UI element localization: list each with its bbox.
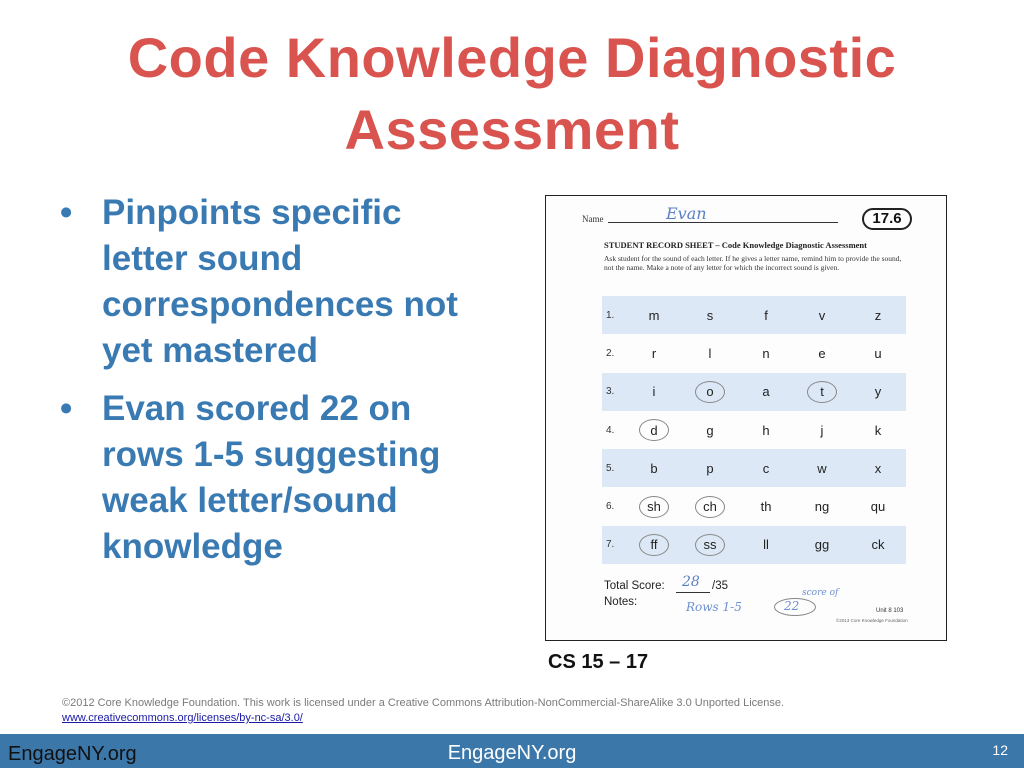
cell-text: z — [874, 307, 882, 323]
cell-text: ff — [650, 537, 658, 553]
grid-cell — [738, 423, 794, 438]
cell-text: c — [762, 460, 770, 476]
grid-cell — [682, 537, 738, 552]
bullet-item — [56, 386, 476, 570]
license-link[interactable]: www.creativecommons.org/licenses/by-nc-sa/3.0/ — [62, 712, 303, 724]
cell-text: sh — [647, 499, 661, 515]
student-record-sheet-image — [545, 195, 947, 641]
grid-cell — [850, 499, 906, 514]
row-number: 5. — [606, 462, 615, 474]
image-caption: CS 15 – 17 — [548, 651, 649, 673]
unit-badge: 17.6 — [862, 208, 912, 230]
grid-cell — [682, 461, 738, 476]
grid-cell — [850, 461, 906, 476]
total-score-label: Total Score: — [604, 580, 665, 592]
cell-text: ll — [763, 537, 769, 553]
cell-text: s — [706, 307, 714, 323]
grid-row — [602, 526, 906, 564]
license-text: ©2012 Core Knowledge Foundation. This work is licensed under a Creative Commons Attribution-NonCommercial-ShareAlike 3.0 Unported License. — [62, 697, 785, 709]
cell-text: r — [651, 345, 657, 361]
notes-score: 22 — [784, 599, 800, 613]
cell-text: th — [760, 499, 772, 515]
row-number: 7. — [606, 539, 615, 551]
grid-cell — [794, 499, 850, 514]
bullet-text: Pinpoints specific letter sound correspondences not yet mastered — [102, 193, 458, 370]
error-circle-mark — [695, 496, 725, 518]
cell-text: m — [648, 307, 660, 323]
grid-row — [602, 334, 906, 372]
notes-extra: score of — [802, 588, 839, 598]
cell-text: u — [874, 345, 882, 361]
grid-cell — [626, 308, 682, 323]
grid-cell — [850, 384, 906, 399]
total-score-line — [676, 592, 710, 593]
cell-text: w — [817, 460, 827, 476]
slide-title: Code Knowledge Diagnostic Assessment — [127, 26, 897, 161]
notes-value: Rows 1-5 — [686, 600, 742, 614]
cell-text: n — [762, 345, 770, 361]
cell-text: gg — [814, 537, 830, 553]
cell-text: b — [650, 460, 658, 476]
error-circle-mark — [695, 534, 725, 556]
grid-cell — [626, 461, 682, 476]
cell-text: k — [874, 422, 882, 438]
unit-footer: Unit 8 103 — [876, 608, 904, 614]
cell-text: ss — [703, 537, 717, 553]
cell-text: x — [874, 460, 882, 476]
grid-cell — [738, 308, 794, 323]
cell-text: i — [652, 384, 656, 400]
grid-cell — [738, 537, 794, 552]
footer-bar — [0, 734, 1024, 768]
student-name: Evan — [666, 204, 707, 223]
grid-cell — [850, 537, 906, 552]
grid-row — [602, 296, 906, 334]
grid-cell — [682, 423, 738, 438]
error-circle-mark — [807, 381, 837, 403]
cell-text: ch — [703, 499, 717, 515]
cell-text: t — [820, 384, 824, 400]
grid-cell — [682, 384, 738, 399]
grid-cell — [794, 346, 850, 361]
name-label: Name — [582, 214, 604, 224]
grid-cell — [682, 346, 738, 361]
cell-text: p — [706, 460, 714, 476]
bullet-list — [56, 190, 476, 582]
grid-cell — [794, 461, 850, 476]
grid-row — [602, 487, 906, 525]
cell-text: a — [762, 384, 770, 400]
bullet-dot-icon: • — [60, 389, 73, 428]
cell-text: f — [764, 307, 768, 323]
name-line — [608, 222, 838, 223]
grid-cell — [682, 308, 738, 323]
grid-cell — [738, 346, 794, 361]
footer-center-text: EngageNY.org — [447, 742, 577, 764]
cell-text: qu — [870, 499, 886, 515]
grid-cell — [626, 499, 682, 514]
row-number: 3. — [606, 386, 615, 398]
grid-row — [602, 449, 906, 487]
cell-text: v — [818, 307, 826, 323]
grid-cell — [626, 537, 682, 552]
error-circle-mark — [639, 419, 669, 441]
footer-left-text: EngageNY.org — [8, 743, 137, 765]
sheet-instructions: Ask student for the sound of each letter. If he gives a letter name, remind him to provide the sound, not the name. Make a note of any letter for which the incorrect sound is given. — [604, 254, 902, 272]
grid-cell — [738, 384, 794, 399]
error-circle-mark — [639, 496, 669, 518]
total-score-max: /35 — [712, 580, 728, 592]
sheet-copyright: ©2013 Core Knowledge Foundation — [836, 618, 908, 623]
cell-text: g — [706, 422, 714, 438]
sheet-header: STUDENT RECORD SHEET – Code Knowledge Diagnostic Assessment — [604, 240, 867, 250]
row-number: 6. — [606, 501, 615, 513]
grid-cell — [738, 461, 794, 476]
grid-cell — [794, 384, 850, 399]
grid-cell — [850, 308, 906, 323]
grid-cell — [626, 346, 682, 361]
cell-text: ng — [814, 499, 830, 515]
grid-cell — [850, 423, 906, 438]
grid-cell — [850, 346, 906, 361]
cell-text: h — [762, 422, 770, 438]
cell-text: ck — [871, 537, 885, 553]
error-circle-mark — [695, 381, 725, 403]
cell-text: e — [818, 345, 826, 361]
cell-text: l — [708, 345, 712, 361]
bullet-item — [56, 190, 476, 374]
row-number: 2. — [606, 347, 615, 359]
bullet-text: Evan scored 22 on rows 1-5 suggesting weak letter/sound knowledge — [102, 389, 441, 566]
cell-text: d — [650, 422, 658, 438]
cell-text: y — [874, 384, 882, 400]
row-number: 4. — [606, 424, 615, 436]
grid-row — [602, 373, 906, 411]
letter-sound-grid — [602, 296, 906, 564]
cell-text: o — [706, 384, 714, 400]
error-circle-mark — [639, 534, 669, 556]
cell-text: j — [820, 422, 824, 438]
grid-cell — [794, 308, 850, 323]
grid-cell — [794, 423, 850, 438]
bullet-dot-icon: • — [60, 193, 73, 232]
grid-cell — [794, 537, 850, 552]
notes-label: Notes: — [604, 596, 638, 608]
grid-cell — [626, 423, 682, 438]
grid-row — [602, 411, 906, 449]
row-number: 1. — [606, 309, 615, 321]
grid-cell — [626, 384, 682, 399]
grid-cell — [682, 499, 738, 514]
page-number: 12 — [992, 742, 1008, 758]
total-score-value: 28 — [682, 574, 700, 590]
grid-cell — [738, 499, 794, 514]
